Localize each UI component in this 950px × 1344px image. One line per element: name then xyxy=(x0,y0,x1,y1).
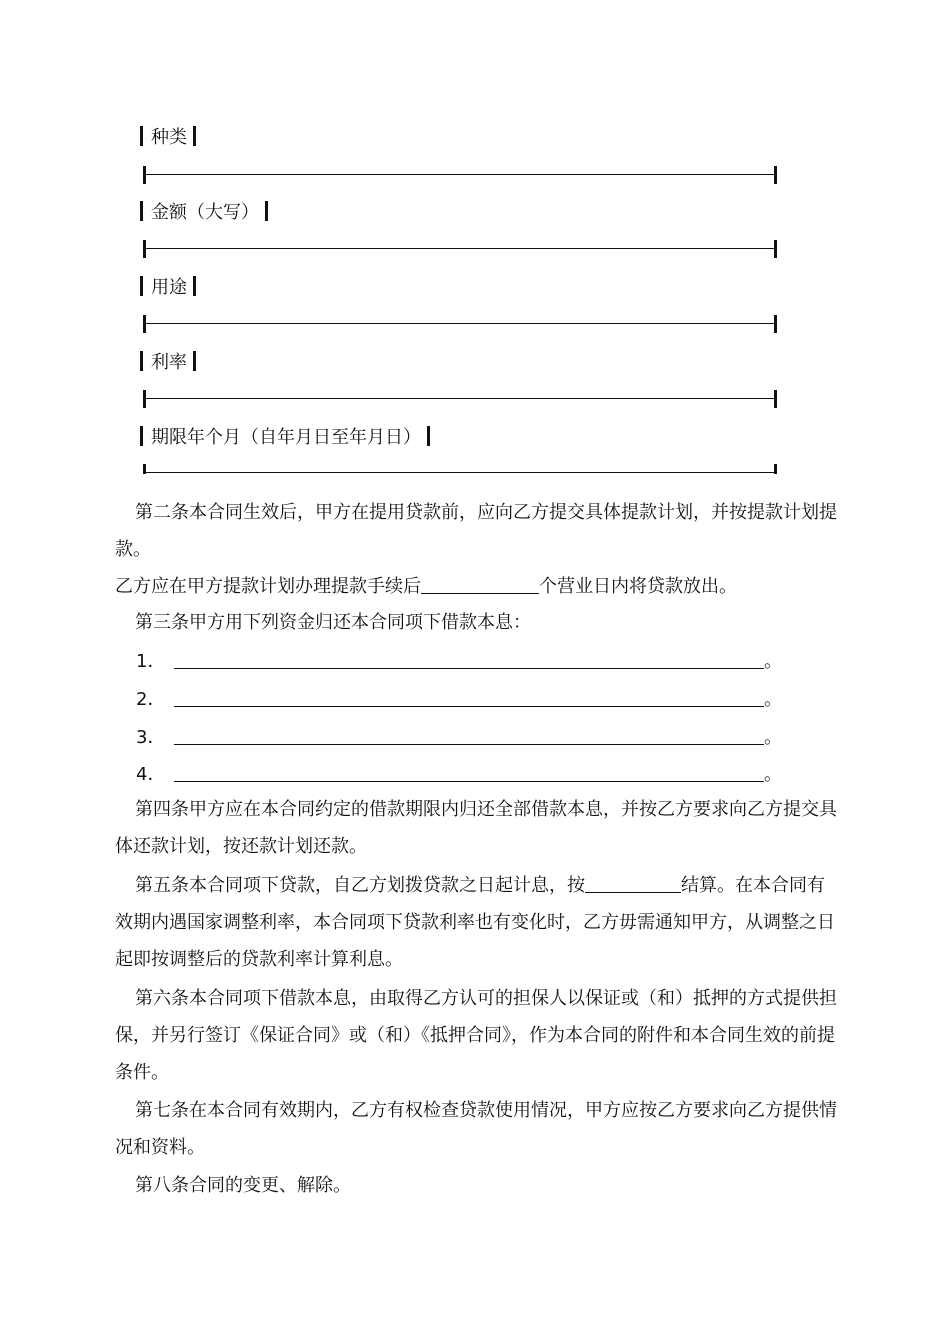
cell-border-right xyxy=(193,351,196,371)
cell-border-left xyxy=(140,426,143,446)
repayment-item-4 xyxy=(136,763,782,787)
table-separator xyxy=(143,166,777,184)
article-2: 第二条本合同生效后，甲方在提用贷款前，应向乙方提交具体提款计划，并按提款计划提款。 xyxy=(115,502,837,560)
row-label: 用途 xyxy=(151,277,187,298)
settlement-blank-field xyxy=(585,874,681,893)
row-label: 金额（大写） xyxy=(151,202,259,223)
item-blank-field xyxy=(174,650,764,669)
row-label: 利率 xyxy=(151,352,187,373)
table-separator xyxy=(143,315,777,333)
cell-border-left xyxy=(140,351,143,371)
article-5-rest: 结算。在本合同有效期内遇国家调整利率，本合同项下贷款利率也有变化时，乙方毋需通知甲方，从调整之日起即按调整后的贷款利率计算利息。 xyxy=(115,875,835,970)
cell-border-right xyxy=(193,126,196,146)
row-label: 期限年个月（自年月日至年月日） xyxy=(151,427,421,448)
item-number: 2． xyxy=(136,689,166,710)
cell-border-left xyxy=(140,201,143,221)
article-5-start: 第五条本合同项下贷款，自乙方划拨贷款之日起计息，按 xyxy=(135,875,585,896)
repayment-item-1 xyxy=(136,650,782,674)
cell-border-right xyxy=(427,426,430,446)
repayment-item-3 xyxy=(136,726,782,750)
table-bottom-border xyxy=(143,456,777,474)
item-end: 。 xyxy=(764,764,782,785)
table-row-amount xyxy=(140,201,268,225)
item-blank-field xyxy=(174,726,764,745)
repayment-item-2 xyxy=(136,688,782,712)
table-row-term xyxy=(140,426,430,450)
article-7: 第七条在本合同有效期内，乙方有权检查贷款使用情况，甲方应按乙方要求向乙方提供情况和资料。 xyxy=(115,1100,837,1158)
article-6: 第六条本合同项下借款本息，由取得乙方认可的担保人以保证或（和）抵押的方式提供担保，并另行签订《保证合同》或（和）《抵押合同》，作为本合同的附件和本合同生效的前提条件。 xyxy=(115,988,837,1083)
days-blank-field xyxy=(421,575,539,594)
item-end: 。 xyxy=(764,689,782,710)
cell-border-left xyxy=(140,126,143,146)
table-row-type xyxy=(140,126,196,150)
cell-border-left xyxy=(140,276,143,296)
cell-border-right xyxy=(265,201,268,221)
article-2-line-end: 个营业日内将贷款放出。 xyxy=(539,576,737,597)
cell-border-right xyxy=(193,276,196,296)
item-number: 4． xyxy=(136,764,166,785)
article-2-line xyxy=(115,575,737,599)
table-separator xyxy=(143,390,777,408)
article-3: 第三条甲方用下列资金归还本合同项下借款本息： xyxy=(135,612,531,633)
table-separator xyxy=(143,240,777,258)
item-blank-field xyxy=(174,763,764,782)
article-5 xyxy=(115,867,840,978)
item-blank-field xyxy=(174,688,764,707)
item-end: 。 xyxy=(764,727,782,748)
row-label: 种类 xyxy=(151,127,187,148)
table-row-rate xyxy=(140,351,196,375)
table-row-purpose xyxy=(140,276,196,300)
item-number: 3． xyxy=(136,727,166,748)
item-number: 1． xyxy=(136,651,166,672)
article-4: 第四条甲方应在本合同约定的借款期限内归还全部借款本息，并按乙方要求向乙方提交具体还款计划，按还款计划还款。 xyxy=(115,799,837,857)
article-2-line-start: 乙方应在甲方提款计划办理提款手续后 xyxy=(115,576,421,597)
article-8: 第八条合同的变更、解除。 xyxy=(135,1175,351,1196)
item-end: 。 xyxy=(764,651,782,672)
